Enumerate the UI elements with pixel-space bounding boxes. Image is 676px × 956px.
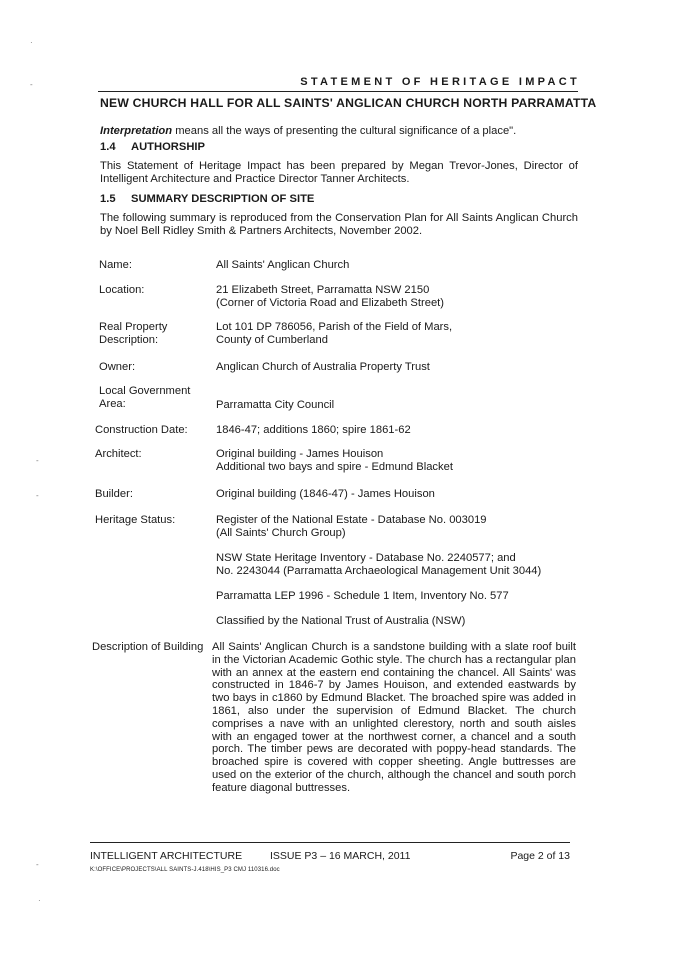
scan-mark: - xyxy=(36,860,39,869)
name-value: All Saints' Anglican Church xyxy=(216,259,350,271)
construction-date-label: Construction Date: xyxy=(95,424,188,436)
property-line: Lot 101 DP 786056, Parish of the Field of Mars, xyxy=(216,321,453,333)
builder-value: Original building (1846-47) - James Houison xyxy=(216,488,435,500)
name-label: Name: xyxy=(99,259,132,271)
heritage-status-entry: Classified by the National Trust of Australia (NSW) xyxy=(216,615,466,627)
label-line: Local Government xyxy=(99,385,191,397)
architect-label: Architect: xyxy=(95,448,142,460)
label-line: Description: xyxy=(99,334,159,346)
section-number: 1.4 xyxy=(100,141,116,153)
summary-intro-paragraph: The following summary is reproduced from the Conservation Plan for All Saints Anglican Church by Noel Bell Ridley Smith & Partners Architects, November 2002. xyxy=(100,212,578,237)
heritage-line: (All Saints' Church Group) xyxy=(216,527,346,539)
section-number: 1.5 xyxy=(100,193,116,205)
scan-mark: · xyxy=(30,38,33,47)
interpretation-text: means all the ways of presenting the cultural significance of a place". xyxy=(172,125,517,137)
location-value xyxy=(216,284,444,310)
scan-mark: - xyxy=(30,80,33,89)
footer-divider xyxy=(90,842,570,843)
heritage-status-entry: Parramatta LEP 1996 - Schedule 1 Item, Inventory No. 577 xyxy=(216,590,509,602)
label-line: Real Property xyxy=(99,321,168,333)
architect-value xyxy=(216,448,453,474)
header-divider xyxy=(98,91,578,92)
description-label: Description of Building xyxy=(92,641,204,653)
document-title: STATEMENT OF HERITAGE IMPACT xyxy=(300,76,580,88)
heritage-status-entry xyxy=(216,514,487,540)
property-line: County of Cumberland xyxy=(216,334,328,346)
scan-mark: - xyxy=(36,491,39,500)
architect-line: Additional two bays and spire - Edmund Blacket xyxy=(216,461,453,473)
builder-label: Builder: xyxy=(95,488,133,500)
construction-date-value: 1846-47; additions 1860; spire 1861-62 xyxy=(216,424,411,436)
heritage-line: Register of the National Estate - Database No. 003019 xyxy=(216,514,487,526)
footer-page-number: Page 2 of 13 xyxy=(510,850,570,862)
project-title: NEW CHURCH HALL FOR ALL SAINTS' ANGLICAN CHURCH NORTH PARRAMATTA xyxy=(100,96,597,110)
footer-file-path: K:\OFFICE\PROJECTS\ALL SAINTS-J.418\HIS_P3 CMJ 110316.doc xyxy=(90,867,280,873)
owner-label: Owner: xyxy=(99,361,136,373)
heritage-status-label: Heritage Status: xyxy=(95,514,176,526)
footer-company: INTELLIGENT ARCHITECTURE xyxy=(90,850,243,862)
footer-issue: ISSUE P3 – 16 MARCH, 2011 xyxy=(270,850,411,862)
section-title: SUMMARY DESCRIPTION OF SITE xyxy=(131,193,315,205)
owner-value: Anglican Church of Australia Property Trust xyxy=(216,361,430,373)
location-line: (Corner of Victoria Road and Elizabeth Street) xyxy=(216,297,445,309)
scan-mark: · xyxy=(38,896,41,905)
authorship-paragraph: This Statement of Heritage Impact has been prepared by Megan Trevor-Jones, Director of Intelligent Architecture and Practice Director Tanner Architects. xyxy=(100,160,578,185)
description-paragraph: All Saints' Anglican Church is a sandstone building with a slate roof built in the Victorian Academic Gothic style. The church has a rectangular plan with an annex at the eastern end containing the chancel. All Saints' was constructed in 1846-7 by James Houison, and extended eastwards by two bays in c1860 by Edmund Blacket. The broached spire was added in 1861, also under the supervision of Edmund Blacket. The church comprises a nave with an unlighted clerestory, north and south aisles with an engaged tower at the northwest corner, a chancel and a south porch. The timber pews are decorated with poppy-head standards. The broached spire is covered with copper sheeting. Angle buttresses are used on the exterior of the church, although the chancel and south porch feature diagonal buttresses. xyxy=(212,641,576,794)
label-line: Area: xyxy=(99,398,126,410)
location-label: Location: xyxy=(99,284,145,296)
lga-label xyxy=(99,385,190,411)
location-line: 21 Elizabeth Street, Parramatta NSW 2150 xyxy=(216,284,430,296)
section-heading-summary xyxy=(100,193,314,205)
heritage-line: No. 2243044 (Parramatta Archaeological Management Unit 3044) xyxy=(216,565,542,577)
section-heading-authorship xyxy=(100,141,205,153)
heritage-status-entry xyxy=(216,552,541,578)
section-title: AUTHORSHIP xyxy=(131,141,205,153)
heritage-line: NSW State Heritage Inventory - Database No. 2240577; and xyxy=(216,552,516,564)
interpretation-paragraph xyxy=(100,125,578,138)
architect-line: Original building - James Houison xyxy=(216,448,384,460)
real-property-label xyxy=(99,321,167,347)
lga-value: Parramatta City Council xyxy=(216,399,335,411)
real-property-value xyxy=(216,321,452,347)
interpretation-term: Interpretation xyxy=(100,125,173,137)
scan-mark: - xyxy=(36,456,39,465)
